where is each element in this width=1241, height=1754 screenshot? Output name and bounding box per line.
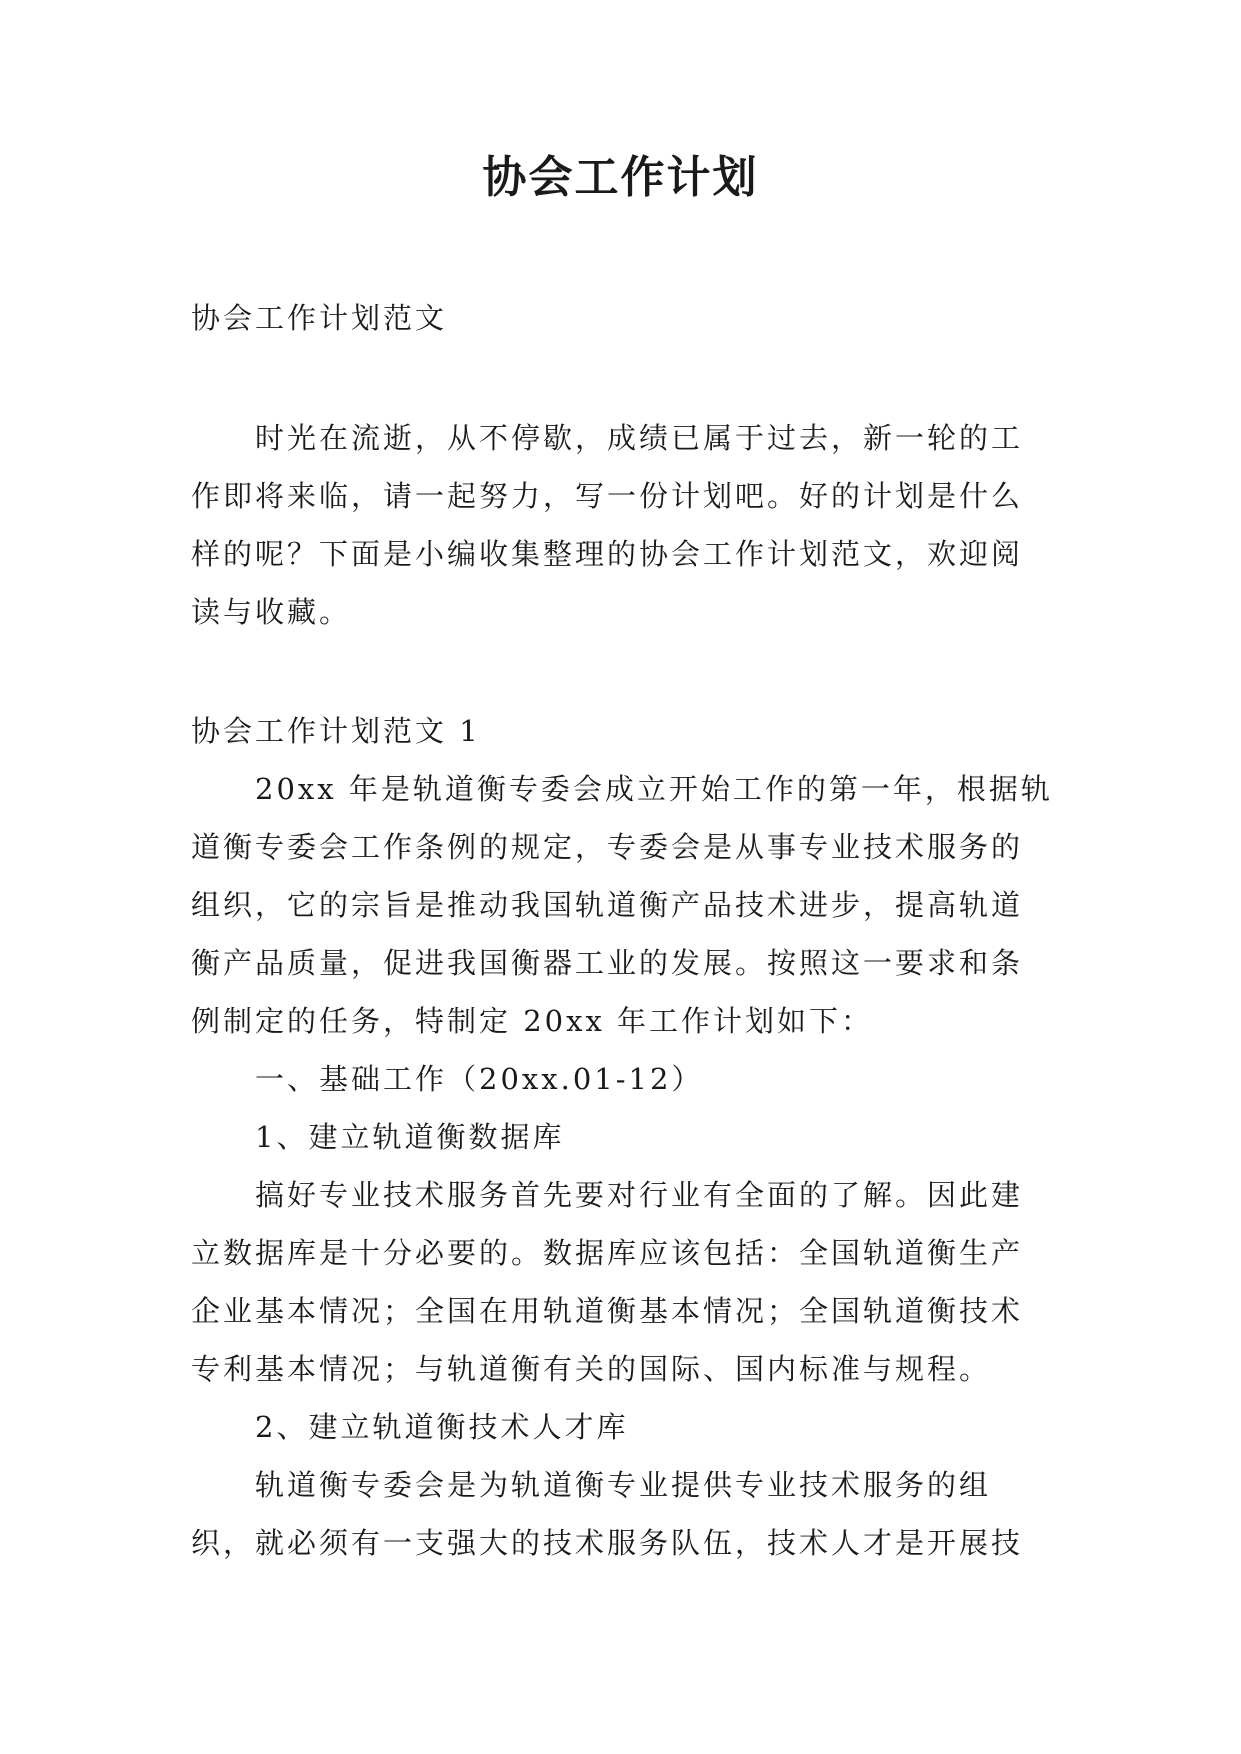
intro-line: 读与收藏。: [191, 595, 352, 629]
item-2-heading: 2、建立轨道衡技术人才库: [255, 1410, 629, 1444]
document-subtitle: 协会工作计划范文: [191, 301, 448, 335]
document-title: 协会工作计划: [482, 152, 759, 203]
para1-line: 20xx 年是轨道衡专委会成立开始工作的第一年，根据轨: [255, 772, 1053, 806]
para1-line: 道衡专委会工作条例的规定，专委会是从事专业技术服务的: [191, 830, 1024, 864]
para3-line: 织，就必须有一支强大的技术服务队伍，技术人才是开展技: [191, 1526, 1024, 1560]
section-1: [191, 702, 1053, 1572]
para2-line: 立数据库是十分必要的。数据库应该包括：全国轨道衡生产: [191, 1236, 1024, 1270]
intro-line: 样的呢？下面是小编收集整理的协会工作计划范文，欢迎阅: [191, 537, 1024, 571]
para2-line: 企业基本情况；全国在用轨道衡基本情况；全国轨道衡技术: [191, 1294, 1024, 1328]
section-heading: 协会工作计划范文 1: [191, 714, 481, 748]
para2-line: 专利基本情况；与轨道衡有关的国际、国内标准与规程。: [191, 1352, 992, 1386]
intro-paragraph: [191, 409, 1053, 641]
item-basic-work: 一、基础工作（20xx.01-12）: [255, 1062, 704, 1096]
intro-line: 时光在流逝，从不停歇，成绩已属于过去，新一轮的工: [255, 421, 1024, 455]
para1-line: 衡产品质量，促进我国衡器工业的发展。按照这一要求和条: [191, 946, 1024, 980]
para2-line: 搞好专业技术服务首先要对行业有全面的了解。因此建: [255, 1178, 1024, 1212]
intro-line: 作即将来临，请一起努力，写一份计划吧。好的计划是什么: [191, 479, 1024, 513]
para3-line: 轨道衡专委会是为轨道衡专业提供专业技术服务的组: [255, 1468, 992, 1502]
para1-line: 组织，它的宗旨是推动我国轨道衡产品技术进步，提高轨道: [191, 888, 1024, 922]
item-1-heading: 1、建立轨道衡数据库: [255, 1120, 565, 1154]
para1-line: 例制定的任务，特制定 20xx 年工作计划如下：: [191, 1004, 874, 1038]
